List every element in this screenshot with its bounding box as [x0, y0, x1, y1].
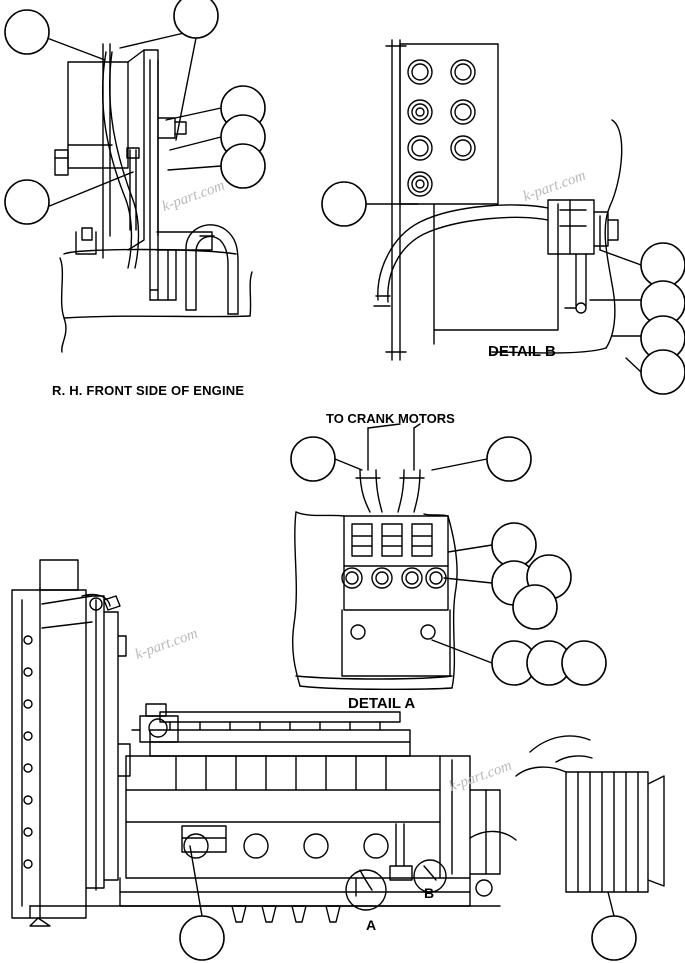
watermark: k-part.com: [447, 757, 514, 796]
label-to-crank-motors: TO CRANK MOTORS: [326, 411, 455, 426]
watermark: k-part.com: [160, 177, 227, 216]
balloon-b6[interactable]: [5, 180, 49, 224]
watermark: k-part.com: [133, 625, 200, 664]
label-detail-a: DETAIL A: [348, 695, 416, 712]
balloon-b7[interactable]: [322, 182, 366, 226]
balloon-b21[interactable]: [180, 916, 224, 960]
balloon-callouts: [5, 0, 685, 960]
balloon-b5[interactable]: [221, 144, 265, 188]
balloon-b13[interactable]: [487, 437, 531, 481]
view-engine-assembly: [12, 560, 664, 926]
view-detail-b: [366, 40, 641, 372]
balloon-b20[interactable]: [562, 641, 606, 685]
balloon-b2[interactable]: [5, 10, 49, 54]
label-detail-b: DETAIL B: [488, 343, 556, 360]
balloon-b12[interactable]: [291, 437, 335, 481]
callout-letter-b: B: [424, 885, 435, 901]
watermark: k-part.com: [521, 167, 588, 206]
balloon-b17[interactable]: [513, 585, 557, 629]
balloon-b1[interactable]: [174, 0, 218, 38]
callout-letter-a: A: [366, 917, 377, 933]
balloon-b11[interactable]: [641, 350, 685, 394]
balloon-b22[interactable]: [592, 916, 636, 960]
label-rh-front-side-of-engine: R. H. FRONT SIDE OF ENGINE: [52, 383, 245, 398]
